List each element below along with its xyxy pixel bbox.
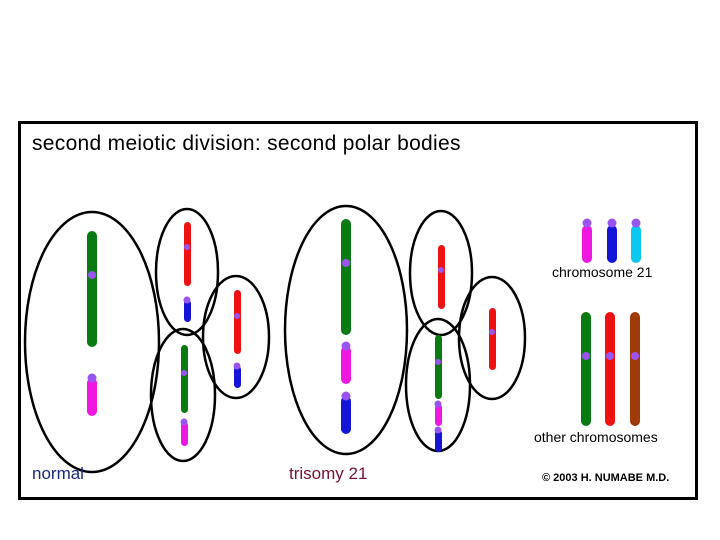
normal-egg-chromosomes: [87, 231, 97, 416]
centromere: [184, 297, 191, 304]
legend-label-other-chromosomes: other chromosomes: [534, 429, 658, 445]
chromosome-21-blue: [341, 396, 351, 434]
legend-chr21-blue: [607, 225, 617, 263]
trisomy-second-polar-body-chromosomes: [435, 335, 443, 452]
centromere: [435, 401, 442, 408]
centromere: [632, 219, 641, 228]
centromere: [342, 259, 350, 267]
chromosome-red: [438, 245, 445, 309]
centromere: [234, 313, 240, 319]
centromere: [435, 359, 441, 365]
legend-chr21-cyan: [631, 225, 641, 263]
trisomy-polar-body-2-chromosomes: [489, 308, 496, 370]
chromosome-21-magenta: [341, 346, 351, 384]
chromosome-red: [489, 308, 496, 370]
copyright-notice: © 2003 H. NUMABE M.D.: [542, 472, 670, 484]
legend-chr21-magenta: [582, 225, 592, 263]
centromere: [583, 219, 592, 228]
centromere: [582, 352, 590, 360]
centromere: [88, 271, 96, 279]
centromere: [438, 267, 444, 273]
normal-polar-body-1-chromosomes: [184, 222, 192, 322]
centromere: [435, 427, 442, 434]
chromosome-red: [234, 290, 241, 354]
legend-other-green: [581, 312, 591, 426]
trisomy-egg-chromosomes: [341, 219, 351, 434]
chromosome-red: [184, 222, 191, 286]
chromosome-21-magenta: [87, 378, 97, 416]
chromosome-green: [87, 231, 97, 347]
legend-other-brown: [630, 312, 640, 426]
centromere: [181, 370, 187, 376]
legend-other-red: [605, 312, 615, 426]
legend-other-chromosomes: [581, 312, 640, 426]
slide-title: second meiotic division: second polar bodies: [32, 132, 461, 155]
centromere: [631, 352, 639, 360]
chromosome-green: [181, 345, 188, 413]
normal-polar-body-2-chromosomes: [234, 290, 242, 388]
centromere: [342, 392, 351, 401]
chromosome-green: [435, 335, 442, 399]
centromere: [608, 219, 617, 228]
centromere: [489, 329, 495, 335]
legend-label-chromosome-21: chromosome 21: [552, 264, 653, 280]
normal-second-polar-body-chromosomes: [181, 345, 189, 446]
centromere: [234, 363, 241, 370]
caption-trisomy-21: trisomy 21: [289, 464, 368, 483]
legend-chromosome-21: [582, 219, 641, 264]
chromosome-green: [341, 219, 351, 335]
centromere: [342, 342, 351, 351]
centromere: [184, 244, 190, 250]
centromere: [606, 352, 614, 360]
caption-normal: normal: [32, 464, 84, 483]
chromosome-21-magenta: [181, 422, 188, 446]
trisomy-polar-body-1-chromosomes: [438, 245, 445, 309]
centromere: [181, 419, 188, 426]
centromere: [88, 374, 97, 383]
